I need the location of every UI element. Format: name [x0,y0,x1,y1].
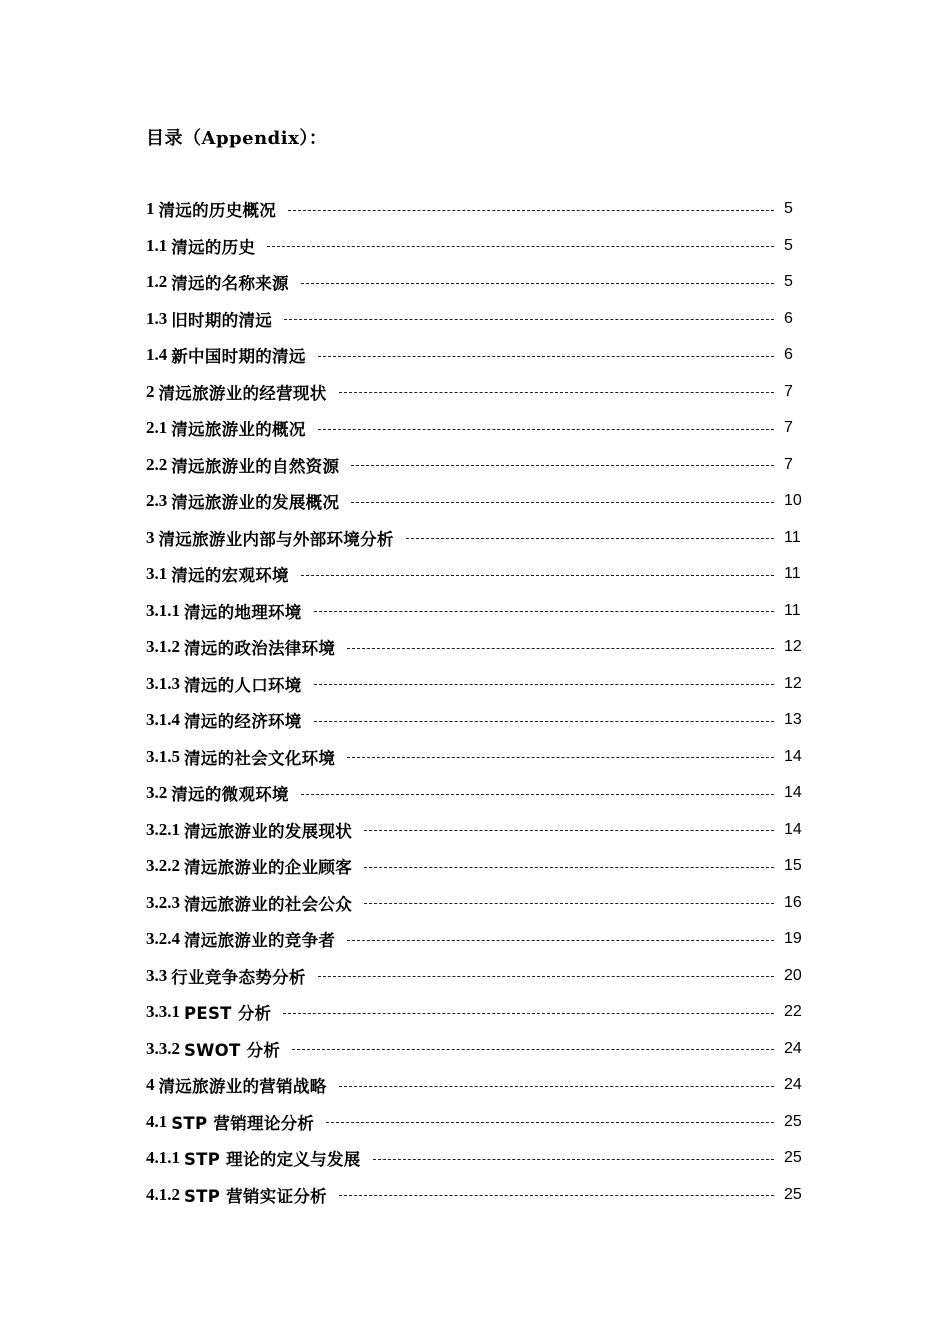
toc-entry-text: 清远的人口环境 [184,675,302,695]
toc-entry-number: 3.2.1 [146,819,180,839]
toc-entry-number: 2 [146,381,155,401]
toc-entry-page: 15 [784,857,802,875]
toc-entry-page: 7 [784,455,793,473]
toc-leader-line [267,246,774,247]
toc-entry-text: 清远旅游业的发展概况 [171,493,340,513]
toc-entry-number: 3.2.3 [146,892,180,912]
toc-leader-line [364,830,774,831]
toc-leader-line [339,1086,775,1087]
toc-entry-number: 4 [146,1075,155,1095]
toc-entry[interactable] [146,812,806,849]
toc-leader-line [326,1122,774,1123]
toc-entry-text: 清远的社会文化环境 [184,748,336,768]
toc-entry-text: 清远旅游业的概况 [171,420,306,440]
toc-entry-text: 旧时期的清远 [171,310,273,330]
toc-entry[interactable] [146,921,806,958]
toc-entry[interactable] [146,739,806,776]
toc-entry[interactable] [146,483,806,520]
toc-title: 目录（Appendix）： [146,128,328,149]
toc-entry-text: STP 理论的定义与发展 [184,1150,361,1170]
toc-entry[interactable] [146,1177,806,1214]
toc-entry[interactable] [146,885,806,922]
toc-leader-line [351,502,774,503]
toc-leader-line [283,1013,774,1014]
toc-leader-line [339,392,775,393]
toc-entry-text: 清远旅游业的营销战略 [158,1077,327,1097]
toc-entry[interactable] [146,1067,806,1104]
toc-leader-line [364,903,774,904]
toc-leader-line [301,283,774,284]
toc-entry-page: 14 [784,784,802,802]
toc-leader-line [347,940,774,941]
toc-entry-text: 新中国时期的清远 [171,347,306,367]
toc-leader-line [314,684,774,685]
toc-entry[interactable] [146,556,806,593]
toc-entry[interactable] [146,1140,806,1177]
toc-entry-text: 清远旅游业的发展现状 [184,821,352,841]
toc-entry[interactable] [146,191,806,228]
toc-entry-text: STP 营销理论分析 [171,1113,315,1133]
toc-entry-text: 清远旅游业的社会公众 [184,894,352,914]
toc-entry-number: 3 [146,527,155,547]
toc-entry-number: 2.3 [146,491,168,511]
toc-entry-page: 7 [784,382,793,400]
toc-entry-page: 5 [784,200,793,218]
toc-entry-number: 1.4 [146,345,168,365]
toc-entry[interactable] [146,994,806,1031]
toc-entry-page: 12 [784,674,802,692]
toc-leader-line [284,319,774,320]
toc-entry[interactable] [146,848,806,885]
toc-entry-page: 20 [784,966,802,984]
toc-entry[interactable] [146,702,806,739]
toc-leader-line [318,976,774,977]
toc-entry-number: 4.1 [146,1111,168,1131]
toc-entry-page: 16 [784,893,802,911]
toc-entry[interactable] [146,1031,806,1068]
toc-leader-line [301,575,774,576]
toc-entry-number: 3.1 [146,564,168,584]
toc-entry[interactable] [146,374,806,411]
toc-entry[interactable] [146,629,806,666]
toc-entry-page: 11 [784,528,801,546]
toc-entry-number: 3.3.2 [146,1038,180,1058]
toc-entry-text: 清远的历史 [171,237,256,257]
toc-entry-page: 7 [784,419,793,437]
toc-leader-line [373,1159,774,1160]
toc-entry-number: 3.2.4 [146,929,180,949]
toc-entry-number: 3.3.1 [146,1002,180,1022]
toc-entry-page: 25 [784,1112,802,1130]
toc-entry[interactable] [146,337,806,374]
toc-list [146,191,806,1213]
toc-entry-text: PEST 分析 [184,1004,272,1024]
toc-entry-number: 3.2 [146,783,168,803]
toc-leader-line [347,648,774,649]
toc-leader-line [318,429,774,430]
toc-entry-number: 2.1 [146,418,168,438]
toc-entry-page: 13 [784,711,802,729]
toc-entry-page: 22 [784,1003,802,1021]
toc-entry[interactable] [146,1104,806,1141]
toc-entry-number: 1.2 [146,272,168,292]
toc-entry-number: 1 [146,199,155,219]
toc-entry-number: 3.3 [146,965,168,985]
toc-leader-line [351,465,774,466]
toc-entry-page: 6 [784,309,793,327]
toc-entry-text: 清远的地理环境 [184,602,302,622]
toc-leader-line [301,794,774,795]
toc-entry-page: 12 [784,638,802,656]
toc-entry-text: 清远旅游业的竞争者 [184,931,336,951]
toc-leader-line [288,210,774,211]
toc-entry-page: 14 [784,820,802,838]
toc-entry-page: 11 [784,565,801,583]
toc-entry-number: 2.2 [146,454,168,474]
toc-leader-line [364,867,774,868]
toc-entry-page: 6 [784,346,793,364]
toc-entry-page: 25 [784,1185,802,1203]
toc-entry-text: 清远的名称来源 [171,274,289,294]
toc-entry-number: 3.1.5 [146,746,180,766]
toc-entry-text: 清远的微观环境 [171,785,289,805]
toc-entry[interactable] [146,228,806,265]
toc-entry-number: 3.1.2 [146,637,180,657]
toc-leader-line [339,1195,774,1196]
toc-entry-page: 25 [784,1149,802,1167]
toc-entry-text: 行业竞争态势分析 [171,967,306,987]
toc-entry-page: 11 [784,601,801,619]
toc-entry[interactable] [146,775,806,812]
toc-entry[interactable] [146,593,806,630]
toc-entry-text: SWOT 分析 [184,1040,281,1060]
toc-leader-line [406,538,774,539]
toc-entry[interactable] [146,520,806,557]
toc-entry-number: 3.1.4 [146,710,180,730]
toc-entry-page: 5 [784,236,793,254]
toc-entry-page: 19 [784,930,802,948]
toc-entry[interactable] [146,447,806,484]
toc-entry[interactable] [146,410,806,447]
toc-entry-page: 10 [784,492,802,510]
toc-entry-number: 1.1 [146,235,168,255]
toc-entry-text: 清远旅游业的经营现状 [158,383,327,403]
toc-entry-page: 14 [784,747,802,765]
toc-entry[interactable] [146,958,806,995]
toc-entry-text: 清远的经济环境 [184,712,302,732]
toc-entry-page: 24 [784,1076,802,1094]
toc-entry-number: 3.1.1 [146,600,180,620]
toc-entry-page: 24 [784,1039,802,1057]
toc-entry-number: 4.1.2 [146,1184,180,1204]
toc-entry[interactable] [146,301,806,338]
toc-entry-number: 1.3 [146,308,168,328]
toc-entry-text: 清远旅游业内部与外部环境分析 [158,529,394,549]
toc-entry[interactable] [146,666,806,703]
toc-entry-text: 清远旅游业的企业顾客 [184,858,352,878]
toc-leader-line [347,757,774,758]
toc-leader-line [292,1049,774,1050]
toc-entry-page: 5 [784,273,793,291]
toc-entry-number: 4.1.1 [146,1148,180,1168]
toc-entry-number: 3.2.2 [146,856,180,876]
toc-entry-text: 清远的历史概况 [158,201,277,221]
toc-entry-text: STP 营销实证分析 [184,1186,327,1206]
toc-leader-line [318,356,774,357]
toc-leader-line [314,611,774,612]
toc-entry-text: 清远的宏观环境 [171,566,289,586]
toc-entry[interactable] [146,264,806,301]
toc-entry-text: 清远的政治法律环境 [184,639,336,659]
toc-leader-line [314,721,774,722]
toc-entry-number: 3.1.3 [146,673,180,693]
toc-entry-text: 清远旅游业的自然资源 [171,456,340,476]
